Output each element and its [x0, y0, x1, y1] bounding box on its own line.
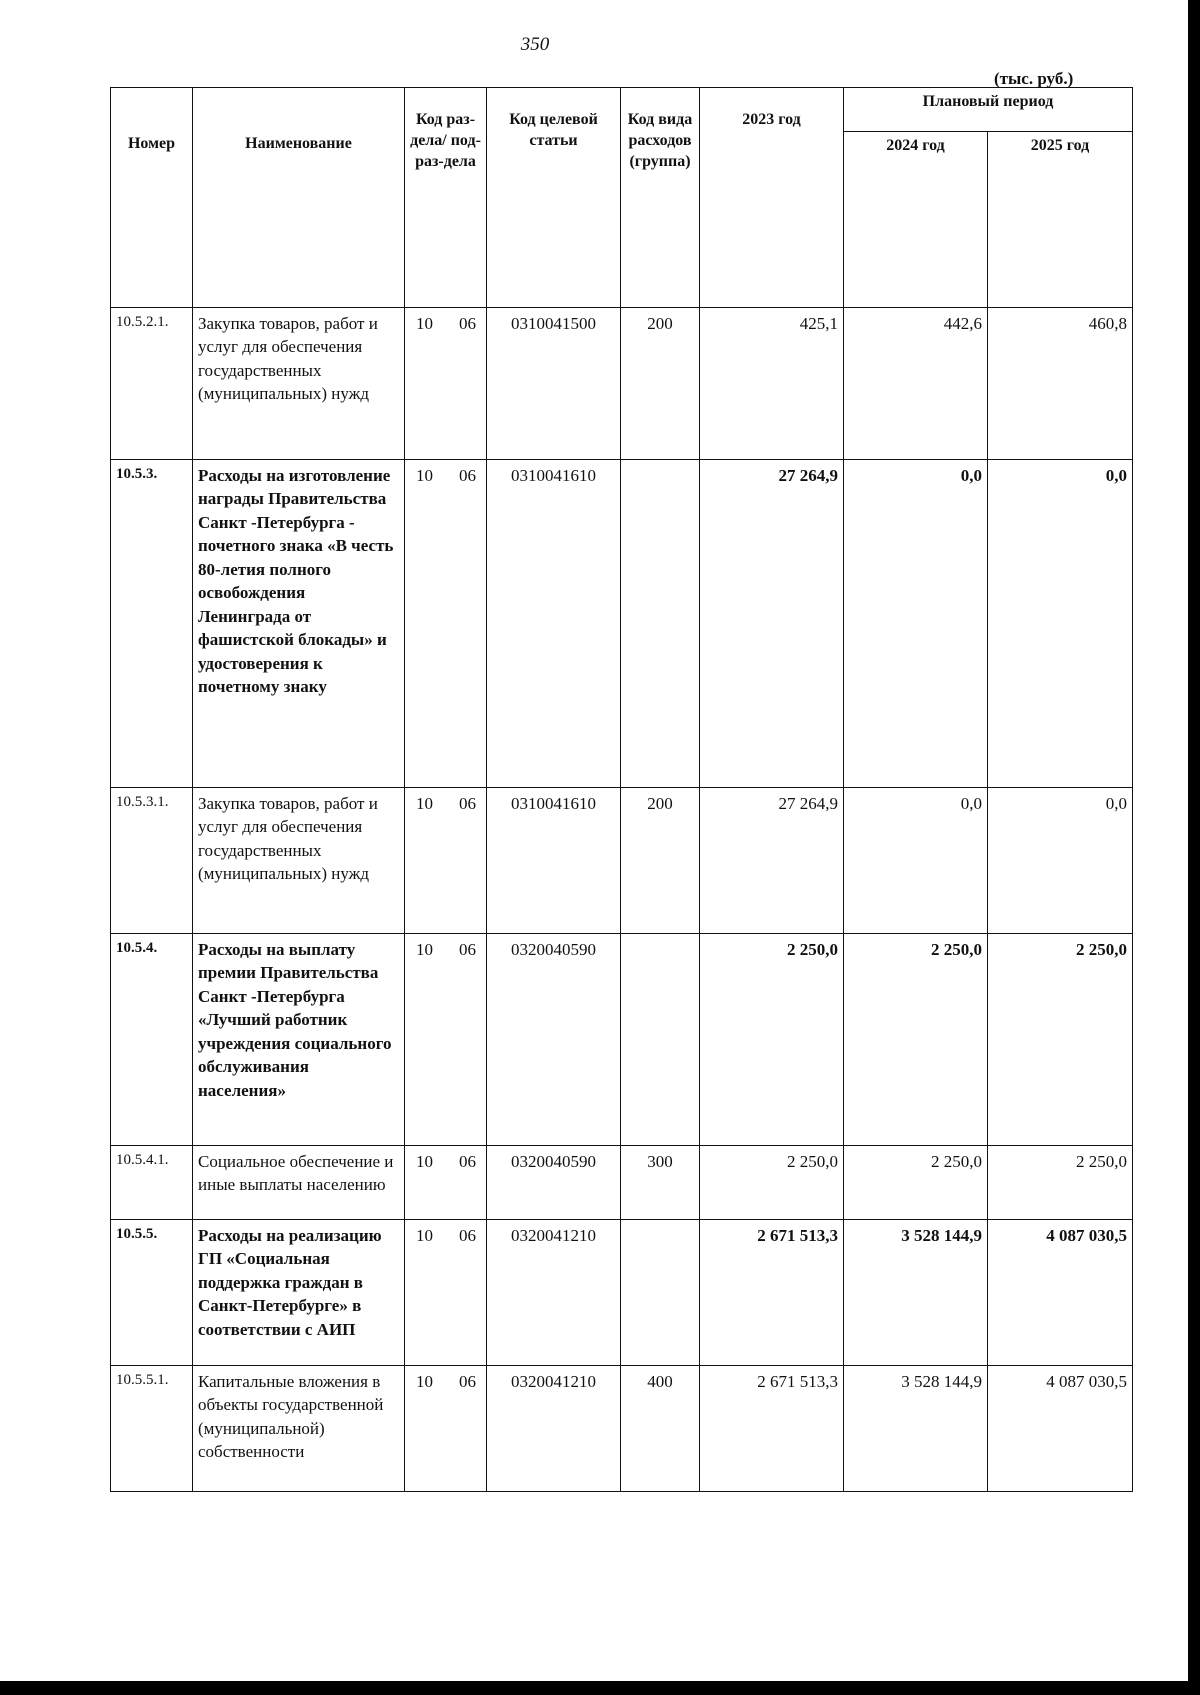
scan-border-bottom	[0, 1681, 1200, 1695]
header-target-code: Код целевой статьи	[487, 88, 621, 308]
cell-name: Закупка товаров, работ и услуг для обеспечения государственных (муниципальных) нужд	[193, 788, 405, 934]
cell-target-code: 0310041610	[487, 460, 621, 788]
cell-target-code: 0320040590	[487, 934, 621, 1146]
cell-2024: 2 250,0	[844, 1146, 988, 1220]
header-number: Номер	[111, 88, 193, 308]
cell-name: Расходы на реализацию ГП «Социальная поддержка граждан в Санкт-Петербурге» в соответствии с АИП	[193, 1220, 405, 1366]
cell-number: 10.5.4.	[111, 934, 193, 1146]
subsection-code: 06	[459, 1372, 476, 1391]
cell-expense-type	[621, 934, 700, 1146]
cell-number: 10.5.2.1.	[111, 308, 193, 460]
cell-2023: 2 250,0	[700, 1146, 844, 1220]
cell-name: Расходы на выплату премии Правительства Санкт -Петербурга «Лучший работник учреждения социального обслуживания населения»	[193, 934, 405, 1146]
table-body	[111, 308, 1133, 1492]
section-code: 10	[416, 794, 433, 813]
cell-section-code	[405, 788, 487, 934]
units-label: (тыс. руб.)	[994, 69, 1074, 88]
section-code: 10	[416, 1226, 433, 1245]
cell-number: 10.5.5.1.	[111, 1366, 193, 1492]
header-planned-period: Плановый период	[844, 88, 1133, 132]
cell-2025: 2 250,0	[988, 1146, 1133, 1220]
cell-section-code	[405, 1146, 487, 1220]
page-number: 350	[520, 34, 550, 55]
section-code: 10	[416, 1152, 433, 1171]
cell-2024: 0,0	[844, 460, 988, 788]
subsection-code: 06	[459, 940, 476, 959]
cell-2023: 27 264,9	[700, 460, 844, 788]
cell-2025: 460,8	[988, 308, 1133, 460]
subsection-code: 06	[459, 466, 476, 485]
cell-section-code	[405, 460, 487, 788]
cell-2023: 27 264,9	[700, 788, 844, 934]
cell-section-code	[405, 308, 487, 460]
cell-expense-type	[621, 460, 700, 788]
section-code: 10	[416, 466, 433, 485]
scan-border-right	[1188, 0, 1200, 1695]
cell-expense-type	[621, 1220, 700, 1366]
cell-name: Расходы на изготовление награды Правительства Санкт -Петербурга - почетного знака «В честь 80-летия полного освобождения Ленинграда от фашистской блокады» и удостоверения к почетному знаку	[193, 460, 405, 788]
subsection-code: 06	[459, 1152, 476, 1171]
table-row	[111, 1220, 1133, 1366]
cell-2025: 4 087 030,5	[988, 1220, 1133, 1366]
cell-expense-type: 300	[621, 1146, 700, 1220]
cell-target-code: 0320041210	[487, 1220, 621, 1366]
cell-name: Закупка товаров, работ и услуг для обеспечения государственных (муниципальных) нужд	[193, 308, 405, 460]
header-year-2023: 2023 год	[700, 88, 844, 308]
table-row	[111, 1146, 1133, 1220]
table-row	[111, 308, 1133, 460]
cell-2024: 0,0	[844, 788, 988, 934]
cell-target-code: 0310041610	[487, 788, 621, 934]
section-code: 10	[416, 1372, 433, 1391]
budget-table	[110, 87, 1133, 1492]
cell-name: Капитальные вложения в объекты государственной (муниципальной) собственности	[193, 1366, 405, 1492]
section-code: 10	[416, 314, 433, 333]
cell-2023: 2 250,0	[700, 934, 844, 1146]
subsection-code: 06	[459, 1226, 476, 1245]
cell-2023: 2 671 513,3	[700, 1220, 844, 1366]
cell-expense-type: 200	[621, 788, 700, 934]
header-year-2024: 2024 год	[844, 132, 988, 308]
subsection-code: 06	[459, 794, 476, 813]
cell-section-code	[405, 1220, 487, 1366]
table-row	[111, 788, 1133, 934]
cell-expense-type: 400	[621, 1366, 700, 1492]
table-row	[111, 460, 1133, 788]
cell-target-code: 0320041210	[487, 1366, 621, 1492]
header-section-code: Код раз-дела/ под-раз-дела	[405, 88, 487, 308]
header-name: Наименование	[193, 88, 405, 308]
cell-2025: 2 250,0	[988, 934, 1133, 1146]
cell-2023: 2 671 513,3	[700, 1366, 844, 1492]
cell-section-code	[405, 934, 487, 1146]
cell-2023: 425,1	[700, 308, 844, 460]
cell-number: 10.5.4.1.	[111, 1146, 193, 1220]
cell-expense-type: 200	[621, 308, 700, 460]
section-code: 10	[416, 940, 433, 959]
cell-2024: 2 250,0	[844, 934, 988, 1146]
cell-number: 10.5.3.	[111, 460, 193, 788]
cell-2025: 4 087 030,5	[988, 1366, 1133, 1492]
table-header	[111, 88, 1133, 308]
cell-2024: 3 528 144,9	[844, 1220, 988, 1366]
cell-number: 10.5.3.1.	[111, 788, 193, 934]
cell-section-code	[405, 1366, 487, 1492]
cell-number: 10.5.5.	[111, 1220, 193, 1366]
table-row	[111, 934, 1133, 1146]
cell-name: Социальное обеспечение и иные выплаты населению	[193, 1146, 405, 1220]
table-row	[111, 1366, 1133, 1492]
cell-2025: 0,0	[988, 460, 1133, 788]
cell-2024: 442,6	[844, 308, 988, 460]
header-expense-type: Код вида расходов (группа)	[621, 88, 700, 308]
header-year-2025: 2025 год	[988, 132, 1133, 308]
cell-target-code: 0320040590	[487, 1146, 621, 1220]
subsection-code: 06	[459, 314, 476, 333]
cell-2024: 3 528 144,9	[844, 1366, 988, 1492]
cell-2025: 0,0	[988, 788, 1133, 934]
cell-target-code: 0310041500	[487, 308, 621, 460]
